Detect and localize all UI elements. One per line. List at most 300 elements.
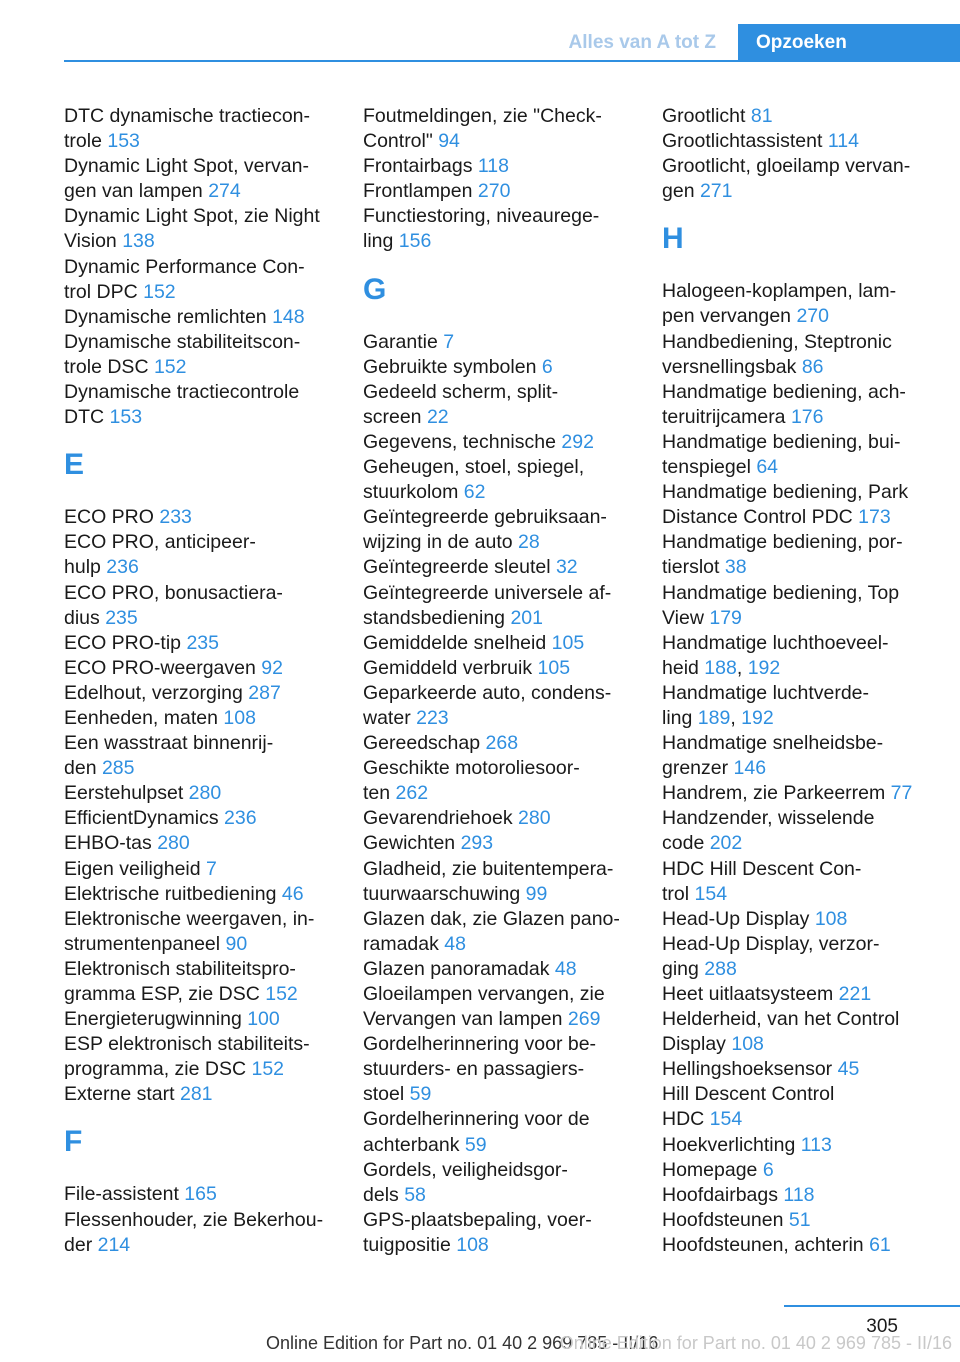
index-entry: [662, 1183, 937, 1208]
index-entry: [363, 831, 638, 856]
index-entry-text: Grootlicht 81: [662, 105, 773, 127]
page-reference-link[interactable]: 152: [153, 355, 187, 378]
page-reference-link[interactable]: 108: [223, 706, 256, 729]
page-reference-link[interactable]: 152: [143, 280, 176, 303]
index-entry-text: tierslot 38: [662, 556, 747, 579]
index-entry-text: Frontlampen 270: [363, 180, 511, 203]
index-entry-text: Glazen dak, zie Glazen pano-: [363, 907, 620, 930]
index-entry: [662, 480, 937, 530]
index-entry-text: den 285: [64, 757, 135, 780]
page-reference-link[interactable]: 6: [762, 1158, 774, 1181]
index-column-2: [363, 104, 638, 1258]
index-entry-text: der 214: [64, 1233, 131, 1256]
index-entry: [363, 179, 638, 204]
index-entry: [64, 305, 339, 330]
index-entry: [363, 380, 638, 430]
index-entry-text: Eerstehulpset 280: [64, 782, 222, 805]
page-reference-link[interactable]: 280: [157, 832, 190, 855]
index-entry-text: Gordelherinnering voor de: [363, 1108, 590, 1131]
index-entry-text: screen 22: [363, 405, 449, 428]
index-entry-text: ten 262: [363, 782, 429, 805]
index-entry: [64, 857, 339, 882]
index-entry-text: Grootlichtassistent 114: [662, 130, 859, 153]
index-entry-text: code 202: [662, 832, 743, 855]
page-reference-link[interactable]: 108: [456, 1233, 489, 1256]
index-entry: [363, 731, 638, 756]
index-entry-text: Elektronisch stabiliteitspro-: [64, 957, 296, 980]
index-entry-text: Vision 138: [64, 230, 155, 253]
page-reference-link[interactable]: 77: [890, 782, 913, 805]
index-entry-text: Gordels, veiligheidsgor-: [363, 1158, 568, 1181]
page-reference-link[interactable]: 173: [858, 506, 891, 529]
index-entry: [662, 1133, 937, 1158]
index-entry-text: tenspiegel 64: [662, 456, 779, 479]
index-entry-text: Dynamic Performance Con-: [64, 255, 305, 278]
index-entry-text: achterbank 59: [363, 1133, 487, 1156]
index-entry-text: Hill Descent Control: [662, 1083, 835, 1106]
page-number: 305: [866, 1316, 898, 1337]
index-entry-text: ramadak 48: [363, 932, 466, 955]
index-entry: [662, 330, 937, 380]
index-entry-text: Dynamic Light Spot, zie Night: [64, 205, 320, 228]
page-reference-link[interactable]: 274: [208, 180, 241, 203]
index-entry-text: Dynamische remlichten 148: [64, 305, 305, 328]
page-reference-link[interactable]: 188: [704, 656, 737, 679]
index-entry-text: Foutmeldingen, zie "Check-: [363, 105, 602, 127]
index-entry-text: Handmatige bediening, por-: [662, 531, 903, 554]
page-reference-link[interactable]: 146: [733, 757, 767, 780]
index-entry-text: Hoofdairbags 118: [662, 1183, 815, 1206]
index-entry-text: Gereedschap 268: [363, 732, 519, 755]
index-entry-text: Handmatige snelheidsbe-: [662, 732, 884, 755]
index-entry: [662, 1007, 937, 1057]
index-entry-text: EHBO-tas 280: [64, 832, 190, 855]
page-reference-link[interactable]: 165: [184, 1183, 217, 1206]
index-entry-text: tuigpositie 108: [363, 1233, 489, 1256]
index-entry: [64, 631, 339, 656]
page-reference-link[interactable]: 235: [105, 606, 138, 629]
index-entry-text: HDC Hill Descent Con-: [662, 857, 862, 880]
index-entry-text: Garantie 7: [363, 330, 455, 353]
index-entry: [64, 831, 339, 856]
index-entry: [662, 104, 937, 129]
index-entry-text: ECO PRO, bonusactiera-: [64, 581, 283, 604]
index-entry: [662, 1233, 937, 1258]
index-entry-text: trole 153: [64, 130, 140, 153]
page-reference-link[interactable]: 22: [426, 405, 449, 428]
index-entry: [363, 907, 638, 957]
page-reference-link[interactable]: 281: [179, 1083, 213, 1106]
index-entry-text: grenzer 146: [662, 757, 767, 780]
index-entry: [64, 154, 339, 204]
page-reference-link[interactable]: 192: [741, 706, 774, 729]
index-entry: [363, 154, 638, 179]
index-entry: [64, 380, 339, 430]
index-entry-text: dius 235: [64, 606, 138, 629]
index-entry: [363, 1208, 638, 1258]
page-reference-link[interactable]: 236: [224, 807, 257, 830]
index-entry: [64, 1208, 339, 1258]
index-entry-text: Handmatige bediening, bui-: [662, 430, 901, 453]
header-section-label: Alles van A tot Z: [568, 32, 716, 53]
index-entry-text: HDC 154: [662, 1108, 743, 1131]
index-entry-text: Halogeen-koplampen, lam-: [662, 280, 897, 303]
index-entry-text: View 179: [662, 606, 742, 629]
page-reference-link[interactable]: 62: [463, 481, 486, 504]
page-reference-link[interactable]: 51: [788, 1208, 811, 1231]
page-reference-link[interactable]: 7: [443, 330, 455, 353]
index-entry: [64, 581, 339, 631]
index-entry-text: ling 156: [363, 230, 432, 253]
index-entry-text: gramma ESP, zie DSC 152: [64, 983, 298, 1005]
index-entry-text: Functiestoring, niveaurege-: [363, 205, 600, 228]
index-entry: [662, 279, 937, 329]
page-reference-link[interactable]: 32: [555, 556, 578, 579]
page-reference-link[interactable]: 61: [869, 1233, 891, 1256]
page-reference-link[interactable]: 236: [106, 556, 139, 579]
page-reference-link[interactable]: 270: [796, 305, 829, 328]
page-reference-link[interactable]: 108: [731, 1033, 764, 1056]
index-entry-text: GPS-plaatsbepaling, voer-: [363, 1208, 592, 1231]
page-reference-link[interactable]: 64: [756, 456, 779, 479]
index-entry-text: Gedeeld scherm, split-: [363, 380, 559, 403]
page-reference-link[interactable]: 192: [747, 656, 781, 679]
index-entry-text: Gloeilampen vervangen, zie: [363, 983, 605, 1005]
index-letter-heading: F: [64, 1125, 83, 1159]
index-entry: [662, 154, 937, 204]
page-reference-link[interactable]: 48: [554, 957, 577, 980]
index-entry: [662, 681, 937, 731]
page-reference-link[interactable]: 285: [101, 757, 135, 780]
index-column-1: [64, 104, 339, 1258]
index-entry-text: Handbediening, Steptronic: [662, 330, 892, 353]
page-reference-link[interactable]: 105: [537, 656, 571, 679]
index-entry-text: Geïntegreerde sleutel 32: [363, 556, 578, 579]
page-reference-link[interactable]: 6: [541, 355, 553, 378]
index-entry-text: DTC dynamische tractiecon-: [64, 105, 310, 127]
index-entry-text: stoel 59: [363, 1083, 432, 1106]
index-entry-text: Geheugen, stoel, spiegel,: [363, 456, 585, 479]
page-reference-link[interactable]: 152: [251, 1058, 285, 1081]
index-entry: [64, 104, 339, 154]
index-entry-text: Dynamic Light Spot, vervan-: [64, 155, 309, 178]
page-reference-link[interactable]: 293: [460, 832, 494, 855]
page-reference-link[interactable]: 59: [464, 1133, 487, 1156]
index-entry-text: trol DPC 152: [64, 280, 176, 303]
index-entry-text: Gordelherinnering voor be-: [363, 1033, 597, 1056]
page-reference-link[interactable]: 221: [838, 983, 872, 1005]
index-entry: [662, 932, 937, 982]
page-reference-link[interactable]: 113: [800, 1133, 832, 1156]
index-entry-text: heid 188, 192: [662, 656, 781, 679]
index-entry: [662, 1158, 937, 1183]
page-reference-link[interactable]: 235: [186, 631, 219, 654]
index-entry-text: Distance Control PDC 173: [662, 506, 891, 529]
index-entry: [662, 530, 937, 580]
page-reference-link[interactable]: 287: [248, 681, 281, 704]
index-entry-text: Control" 94: [363, 130, 460, 153]
index-column-3: [662, 104, 937, 1258]
index-entry-text: Geschikte motoroliesoor-: [363, 757, 580, 780]
index-entry: [662, 1082, 937, 1132]
index-entry: [363, 656, 638, 681]
index-entry-text: Vervangen van lampen 269: [363, 1008, 601, 1031]
page-reference-link[interactable]: 179: [709, 606, 742, 629]
index-entry: [64, 681, 339, 706]
index-entry-text: trole DSC 152: [64, 355, 187, 378]
page-reference-link[interactable]: 48: [444, 932, 466, 955]
index-entry-text: Grootlicht, gloeilamp vervan-: [662, 155, 911, 178]
page-reference-link[interactable]: 233: [159, 506, 192, 529]
page-reference-link[interactable]: 100: [247, 1008, 280, 1031]
page-reference-link[interactable]: 45: [837, 1058, 860, 1081]
index-entry-text: Gewichten 293: [363, 832, 494, 855]
index-entry: [363, 857, 638, 907]
page-reference-link[interactable]: 262: [395, 782, 429, 805]
index-entry: [363, 455, 638, 505]
page-reference-link[interactable]: 223: [416, 706, 449, 729]
index-entry-text: Geïntegreerde universele af-: [363, 581, 612, 604]
index-entry-text: Hoofdsteunen, achterin 61: [662, 1233, 891, 1256]
page-reference-link[interactable]: 292: [561, 430, 594, 453]
index-entry-text: Hellingshoeksensor 45: [662, 1058, 860, 1081]
index-entry-text: Flessenhouder, zie Bekerhou-: [64, 1208, 324, 1231]
index-entry: [64, 806, 339, 831]
page-reference-link[interactable]: 92: [261, 656, 283, 679]
index-entry-text: gen van lampen 274: [64, 180, 241, 203]
page-reference-link[interactable]: 99: [525, 882, 548, 905]
page-reference-link[interactable]: 202: [709, 832, 743, 855]
index-entry-text: Geïntegreerde gebruiksaan-: [363, 506, 607, 529]
page-reference-link[interactable]: 153: [107, 130, 140, 153]
index-entry: [363, 756, 638, 806]
index-entry-text: Frontairbags 118: [363, 155, 509, 178]
index-entry: [64, 505, 339, 530]
index-entry-text: Handzender, wisselende: [662, 807, 875, 830]
index-entry-text: EfficientDynamics 236: [64, 807, 257, 830]
page-reference-link[interactable]: 105: [551, 631, 585, 654]
index-entry-text: Gemiddelde snelheid 105: [363, 631, 585, 654]
index-entry: [363, 806, 638, 831]
page-reference-link[interactable]: 59: [409, 1083, 432, 1106]
index-entry-text: standsbediening 201: [363, 606, 543, 629]
index-entry: [662, 129, 937, 154]
index-entry-text: Edelhout, verzorging 287: [64, 681, 281, 704]
header-rule: [64, 60, 960, 62]
index-entry-text: stuurders- en passagiers-: [363, 1058, 585, 1081]
edition-line: Online Edition for Part no. 01 40 2 969 785 - II/16: [266, 1333, 659, 1353]
index-entry-text: Elektronische weergaven, in-: [64, 907, 315, 930]
index-entry-text: Elektrische ruitbediening 46: [64, 882, 304, 905]
page-reference-link[interactable]: 90: [225, 932, 248, 955]
index-entry-text: Handmatige luchtverde-: [662, 681, 870, 704]
index-entry: [662, 731, 937, 781]
index-entry-text: ECO PRO-tip 235: [64, 631, 219, 654]
page-reference-link[interactable]: 94: [438, 130, 460, 153]
index-entry: [363, 505, 638, 555]
index-entry-text: Helderheid, van het Control: [662, 1008, 900, 1031]
index-entry: [64, 255, 339, 305]
index-entry: [363, 581, 638, 631]
page-reference-link[interactable]: 153: [109, 406, 143, 429]
index-entry-text: Handmatige luchthoeveel-: [662, 631, 889, 654]
index-entry-text: Hoekverlichting 113: [662, 1133, 832, 1156]
page-reference-link[interactable]: 270: [477, 180, 511, 203]
index-entry-text: DTC 153: [64, 406, 143, 429]
index-entry: [64, 1032, 339, 1082]
index-entry-text: Eigen veiligheid 7: [64, 857, 217, 880]
index-entry-text: ECO PRO 233: [64, 506, 192, 529]
index-entry: [662, 380, 937, 430]
index-entry: [363, 1158, 638, 1208]
index-entry: [64, 781, 339, 806]
index-entry-text: teruitrijcamera 176: [662, 405, 824, 428]
page-reference-link[interactable]: 271: [699, 180, 733, 203]
index-letter-heading: G: [363, 272, 387, 306]
index-entry-text: gen 271: [662, 180, 733, 203]
index-entry: [662, 631, 937, 681]
index-letter-heading: E: [64, 448, 85, 482]
index-entry: [363, 1032, 638, 1107]
index-entry-text: tuurwaarschuwing 99: [363, 882, 548, 905]
index-entry-text: trol 154: [662, 882, 728, 905]
index-entry: [363, 330, 638, 355]
index-entry: [64, 907, 339, 957]
page-reference-link[interactable]: 46: [281, 882, 304, 905]
page-reference-link[interactable]: 189: [697, 706, 731, 729]
page-reference-link[interactable]: 280: [518, 807, 551, 830]
index-entry: [662, 982, 937, 1007]
index-entry-text: Head-Up Display, verzor-: [662, 932, 880, 955]
page-reference-link[interactable]: 86: [801, 355, 824, 378]
index-entry-text: Handmatige bediening, Top: [662, 581, 900, 604]
watermark: Online Edition for Part no. 01 40 2 969 785 - II/16: [559, 1333, 952, 1353]
page-reference-link[interactable]: 156: [398, 230, 432, 253]
index-entry: [363, 104, 638, 154]
index-entry-text: ling 189, 192: [662, 706, 774, 729]
index-entry-text: File-assistent 165: [64, 1183, 217, 1206]
page-reference-link[interactable]: 38: [724, 556, 747, 579]
index-entry: [64, 530, 339, 580]
index-entry-text: wijzing in de auto 28: [363, 531, 540, 554]
index-entry: [64, 706, 339, 731]
footer-rule: [784, 1305, 960, 1307]
index-entry: [64, 330, 339, 380]
index-entry: [363, 957, 638, 982]
index-entry-text: Eenheden, maten 108: [64, 706, 256, 729]
index-entry-text: strumentenpaneel 90: [64, 932, 248, 955]
index-entry: [363, 430, 638, 455]
page-reference-link[interactable]: 288: [704, 957, 737, 980]
index-entry-text: Gegevens, technische 292: [363, 430, 594, 453]
index-entry-text: Handmatige bediening, Park: [662, 481, 909, 504]
index-entry-text: Een wasstraat binnenrij-: [64, 732, 274, 755]
index-entry-text: Hoofdsteunen 51: [662, 1208, 811, 1231]
page-reference-link[interactable]: 152: [265, 983, 298, 1005]
index-entry: [662, 907, 937, 932]
index-entry: [64, 1082, 339, 1107]
index-entry-text: pen vervangen 270: [662, 305, 829, 328]
index-entry: [363, 631, 638, 656]
index-entry-text: Glazen panoramadak 48: [363, 957, 577, 980]
index-entry-text: Homepage 6: [662, 1158, 774, 1181]
page-reference-link[interactable]: 138: [122, 230, 155, 253]
index-entry-text: Display 108: [662, 1033, 764, 1056]
index-entry: [662, 581, 937, 631]
index-entry: [363, 982, 638, 1032]
tab-opzoeken[interactable]: Opzoeken: [738, 24, 960, 62]
page-reference-link[interactable]: 280: [188, 782, 222, 805]
page-reference-link[interactable]: 58: [404, 1183, 426, 1206]
page-reference-link[interactable]: 148: [272, 305, 305, 328]
index-entry: [662, 1057, 937, 1082]
page-reference-link[interactable]: 118: [783, 1183, 815, 1206]
index-entry: [64, 882, 339, 907]
index-entry-text: Dynamische tractiecontrole: [64, 381, 300, 404]
index-entry-text: Head-Up Display 108: [662, 907, 848, 930]
index-entry-text: Gebruikte symbolen 6: [363, 355, 553, 378]
index-entry: [662, 781, 937, 806]
index-entry-text: stuurkolom 62: [363, 481, 486, 504]
index-entry-text: versnellingsbak 86: [662, 355, 824, 378]
index-entry-text: ECO PRO-weergaven 92: [64, 656, 283, 679]
index-entry: [64, 1182, 339, 1207]
index-entry-text: hulp 236: [64, 556, 139, 579]
index-entry: [363, 681, 638, 731]
index-entry-text: Gevarendriehoek 280: [363, 807, 551, 830]
index-entry-text: Handmatige bediening, ach-: [662, 380, 906, 403]
index-entry-text: Handrem, zie Parkeerrem 77: [662, 782, 913, 805]
page-reference-link[interactable]: 28: [518, 531, 540, 554]
index-entry: [662, 430, 937, 480]
index-entry-text: ECO PRO, anticipeer-: [64, 531, 256, 554]
index-entry-text: Gemiddeld verbruik 105: [363, 656, 571, 679]
page-reference-link[interactable]: 201: [510, 606, 543, 629]
page-reference-link[interactable]: 118: [477, 155, 509, 178]
index-entry-text: ging 288: [662, 957, 737, 980]
page-reference-link[interactable]: 269: [567, 1008, 601, 1031]
index-entry-text: water 223: [363, 706, 449, 729]
index-entry-text: dels 58: [363, 1183, 426, 1206]
index-entry: [64, 1007, 339, 1032]
index-entry-text: Geparkeerde auto, condens-: [363, 681, 612, 704]
page-reference-link[interactable]: 108: [814, 907, 848, 930]
index-entry-text: Gladheid, zie buitentempera-: [363, 857, 614, 880]
index-entry: [662, 857, 937, 907]
index-entry: [363, 555, 638, 580]
page-reference-link[interactable]: 214: [97, 1233, 131, 1256]
page-reference-link[interactable]: 81: [750, 105, 773, 127]
index-entry: [363, 204, 638, 254]
page-reference-link[interactable]: 154: [694, 882, 728, 905]
page-reference-link[interactable]: 176: [790, 405, 824, 428]
index-letter-heading: H: [662, 222, 684, 256]
page-reference-link[interactable]: 154: [709, 1108, 743, 1131]
index-entry-text: ESP elektronisch stabiliteits-: [64, 1033, 310, 1056]
index-entry: [363, 1107, 638, 1157]
index-entry: [662, 806, 937, 856]
page-reference-link[interactable]: 7: [206, 857, 217, 880]
index-entry-text: programma, zie DSC 152: [64, 1058, 285, 1081]
page-reference-link[interactable]: 268: [485, 732, 519, 755]
index-entry-text: Energieterugwinning 100: [64, 1008, 280, 1031]
index-entry: [64, 957, 339, 1007]
index-entry-text: Dynamische stabiliteitscon-: [64, 330, 301, 353]
index-entry-text: Externe start 281: [64, 1083, 213, 1106]
page-reference-link[interactable]: 114: [827, 130, 859, 153]
index-entry: [64, 731, 339, 781]
index-entry: [363, 355, 638, 380]
